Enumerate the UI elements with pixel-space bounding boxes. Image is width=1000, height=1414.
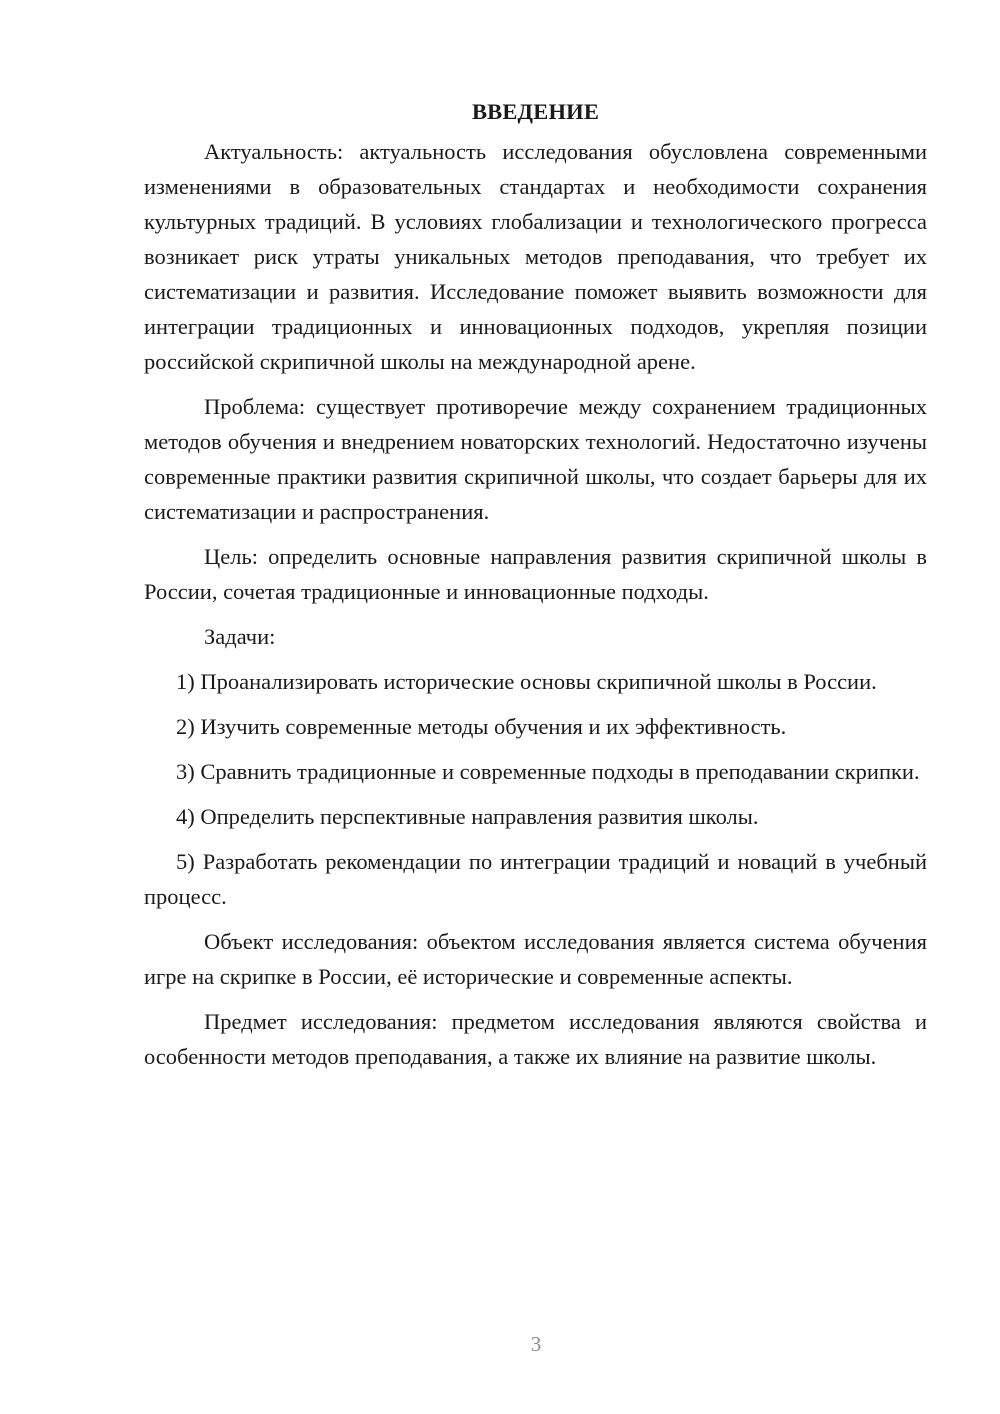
goal-paragraph: Цель: определить основные направления развития скрипичной школы в России, сочетая традиционные и инновационные подходы.: [144, 544, 927, 604]
section-title: ВВЕДЕНИЕ: [471, 99, 600, 124]
tasks-heading: Задачи:: [204, 624, 276, 649]
task-item-2: 2) Изучить современные методы обучения и их эффективность.: [176, 714, 787, 739]
task-item-3: 3) Сравнить традиционные и современные подходы в преподавании скрипки.: [176, 759, 920, 784]
task-item-1: 1) Проанализировать исторические основы скрипичной школы в России.: [176, 669, 877, 694]
page-number: 3: [530, 1332, 542, 1356]
document-body: [144, 94, 927, 1084]
task-item-5: 5) Разработать рекомендации по интеграции традиций и новаций в учебный процесс.: [144, 849, 927, 909]
object-paragraph: Объект исследования: объектом исследования является система обучения игре на скрипке в России, её исторические и современные аспекты.: [144, 929, 927, 989]
problem-paragraph: Проблема: существует противоречие между сохранением традиционных методов обучения и внедрением новаторских технологий. Недостаточно изучены современные практики развития скрипичной школы, что создает барьеры для их систематизации и распространения.: [144, 394, 927, 524]
task-item-4: 4) Определить перспективные направления развития школы.: [176, 804, 759, 829]
relevance-paragraph: Актуальность: актуальность исследования обусловлена современными изменениями в образовательных стандартах и необходимости сохранения культурных традиций. В условиях глобализации и технологического прогресса возникает риск утраты уникальных методов преподавания, что требует их систематизации и развития. Исследование поможет выявить возможности для интеграции традиционных и инновационных подходов, укрепляя позиции российской скрипичной школы на международной арене.: [144, 139, 927, 374]
subject-paragraph: Предмет исследования: предметом исследования являются свойства и особенности методов преподавания, а также их влияние на развитие школы.: [144, 1009, 927, 1069]
